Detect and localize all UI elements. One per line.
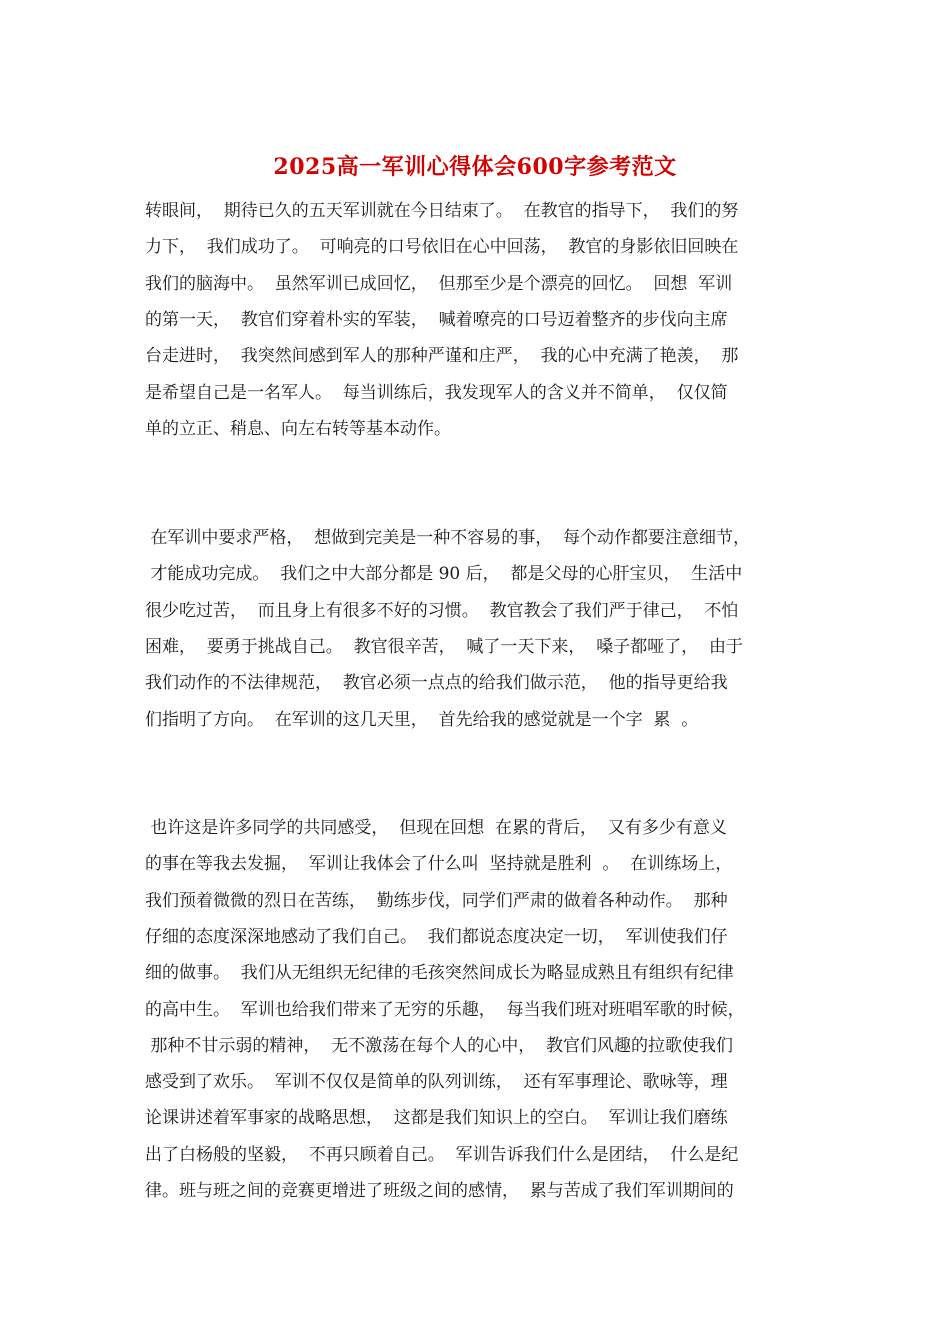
paragraph-1-line: 力下， 我们成功了。 可响亮的口号依旧在心中回荡， 教官的身影依旧回映在 xyxy=(145,237,739,258)
paragraph-3-line: 仔细的态度深深地感动了我们自己。 我们都说态度决定一切， 军训使我们仔 xyxy=(145,926,728,947)
paragraph-2-line: 在军训中要求严格， 想做到完美是一种不容易的事， 每个动作都要注意细节， xyxy=(145,528,751,548)
paragraph-3-line: 感受到了欢乐。 军训不仅仅是简单的队列训练， 还有军事理论、歌咏等，理 xyxy=(145,1072,728,1093)
paragraph-2-line: 很少吃过苦， 而且身上有很多不好的习惯。 教官教会了我们严于律己， 不怕 xyxy=(145,600,739,621)
paragraph-1-line: 转眼间， 期待已久的五天军训就在今日结束了。 在教官的指导下， 我们的努 xyxy=(145,201,739,221)
document-title: 2025高一军训心得体会600字参考范文 xyxy=(273,154,677,180)
paragraph-1-line: 台走进时， 我突然间感到军人的那种严谨和庄严， 我的心中充满了艳羡， 那 xyxy=(145,346,739,367)
paragraph-2-line: 们指明了方向。 在军训的这几天里， 首先给我的感觉就是一个字 累 。 xyxy=(145,709,699,730)
paragraph-1-line: 的第一天， 教官们穿着朴实的军装， 喊着嘹亮的口号迈着整齐的步伐向主席 xyxy=(145,309,728,330)
paragraph-3-line: 论课讲述着军事家的战略思想， 这都是我们知识上的空白。 军训让我们磨练 xyxy=(145,1108,728,1129)
paragraph-1-line: 单的立正、稍息、向左右转等基本动作。 xyxy=(145,418,451,439)
paragraph-2-line: 困难， 要勇于挑战自己。 教官很辛苦， 喊了一天下来， 嗓子都哑了， 由于 xyxy=(145,636,744,657)
paragraph-1-line: 我们的脑海中。 虽然军训已成回忆， 但那至少是个漂亮的回忆。 回想 军训 xyxy=(145,273,733,294)
paragraph-3-line: 律。班与班之间的竞赛更增进了班级之间的感情， 累与苦成了我们军训期间的 xyxy=(145,1181,734,1201)
paragraph-1-line: 是希望自己是一名军人。 每当训练后，我发现军人的含义并不简单， 仅仅简 xyxy=(145,382,728,403)
paragraph-3-line: 也许这是许多同学的共同感受， 但现在回想 在累的背后， 又有多少有意义 xyxy=(145,818,727,838)
paragraph-2-line: 才能成功完成。 我们之中大部分都是 90 后， 都是父母的心肝宝贝， 生活中 xyxy=(145,564,743,585)
paragraph-3-line: 那种不甘示弱的精神， 无不激荡在每个人的心中， 教官们风趣的拉歌使我们 xyxy=(145,1035,734,1056)
paragraph-3-line: 出了白杨般的坚毅， 不再只顾着自己。 军训告诉我们什么是团结， 什么是纪 xyxy=(145,1144,739,1165)
paragraph-2-line: 我们动作的不法律规范， 教官必须一点点的给我们做示范， 他的指导更给我 xyxy=(145,673,728,694)
paragraph-3-line: 我们预着微微的烈日在苦练， 勤练步伐，同学们严肃的做着各种动作。 那种 xyxy=(145,890,728,911)
paragraph-3-line: 的高中生。 军训也给我们带来了无穷的乐趣， 每当我们班对班唱军歌的时候， xyxy=(145,999,745,1020)
paragraph-3-line: 的事在等我去发掘， 军训让我体会了什么叫 坚持就是胜利 。 在训练场上， xyxy=(145,854,733,875)
paragraph-3-line: 细的做事。 我们从无组织无纪律的毛孩突然间成长为略显成熟且有组织有纪律 xyxy=(145,963,734,984)
